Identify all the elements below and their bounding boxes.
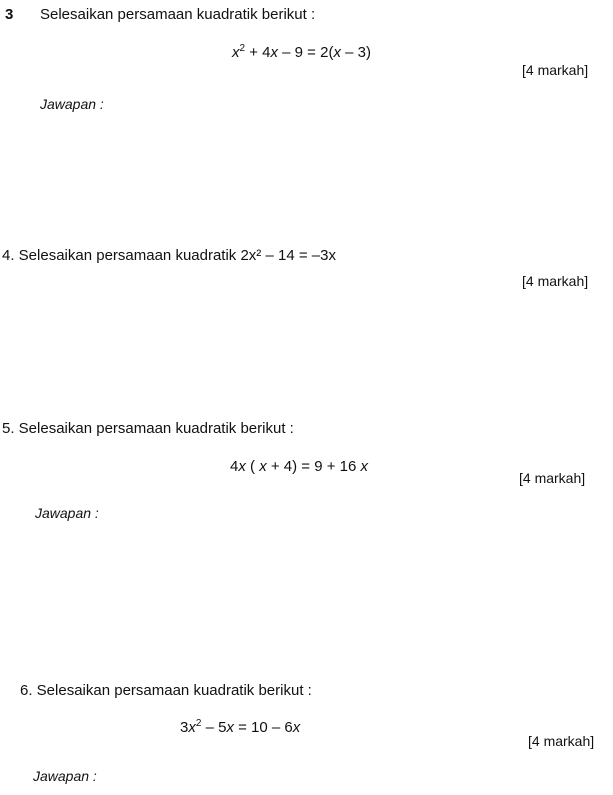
eq-var: x [188, 719, 196, 736]
eq-var: x [259, 458, 267, 475]
question-5-equation [230, 458, 368, 475]
eq-part: – 3) [340, 44, 371, 61]
eq-part: = 10 – 6 [233, 719, 293, 736]
eq-part: – 9 = 2( [278, 44, 334, 61]
question-3-answer-label: Jawapan : [40, 96, 104, 112]
eq-var: x [270, 44, 278, 61]
eq-var: x [238, 458, 246, 475]
question-6-equation [180, 719, 300, 736]
question-4-prompt: 4. Selesaikan persamaan kuadratik 2x² – 14 = –3x [2, 247, 336, 264]
question-6-prompt: 6. Selesaikan persamaan kuadratik berikut : [20, 682, 312, 699]
question-3-prompt: Selesaikan persamaan kuadratik berikut : [40, 6, 316, 23]
eq-part: ( [245, 458, 260, 475]
question-3-marks: [4 markah] [522, 62, 589, 78]
eq-var: x [232, 44, 240, 61]
question-6-marks: [4 markah] [528, 733, 595, 749]
question-4-marks: [4 markah] [522, 273, 589, 289]
question-5-answer-label: Jawapan : [35, 505, 99, 521]
eq-part: + 4) = 9 + 16 [266, 458, 361, 475]
question-5-prompt: 5. Selesaikan persamaan kuadratik berikut : [2, 420, 294, 437]
eq-var: x [360, 458, 369, 475]
eq-part: 4 [230, 458, 239, 475]
eq-part: – 5 [201, 719, 227, 736]
question-5-marks: [4 markah] [519, 470, 586, 486]
eq-exponent: 2 [195, 718, 202, 729]
eq-var: x [333, 44, 341, 61]
question-3-equation [232, 44, 371, 61]
eq-exponent: 2 [239, 43, 246, 54]
question-3-number: 3 [5, 6, 14, 23]
eq-part: + 4 [245, 44, 271, 61]
question-6-answer-label: Jawapan : [33, 768, 97, 784]
eq-part: 3 [180, 719, 189, 736]
eq-var: x [292, 719, 301, 736]
eq-var: x [226, 719, 234, 736]
